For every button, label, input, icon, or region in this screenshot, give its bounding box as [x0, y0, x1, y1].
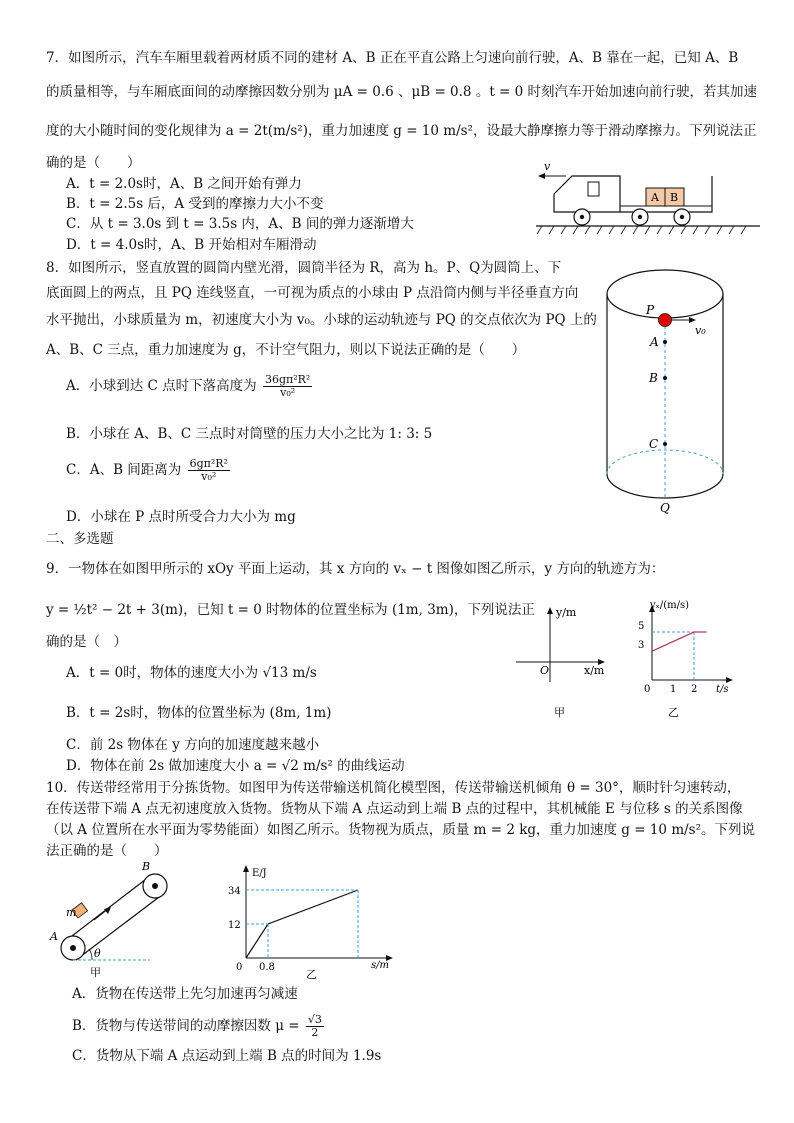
q9-yi-caption: 乙 [668, 706, 679, 719]
q8-option-c-text: C．A、B 间距离为 [66, 462, 182, 479]
q8-line4: A、B、C 三点，重力加速度为 g，不计空气阻力，则以下说法正确的是（ ） [46, 342, 526, 358]
q9-fig-jia [512, 602, 612, 720]
q7-option-c: C．从 t = 3.0s 到 t = 3.5s 内，A、B 间的弹力逐渐增大 [66, 216, 414, 232]
q7-truck-figure [532, 158, 764, 236]
q10-option-c: C．货物从下端 A 点运动到上端 B 点的时间为 1.9s [72, 1048, 382, 1064]
q9-yi-x-label: t/s [716, 684, 729, 695]
q8-line2: 底面圆上的两点，且 PQ 连线竖直，一可视为质点的小球由 P 点沿筒内侧与半径垂直方向 [46, 285, 579, 301]
q10-point-b: B [142, 860, 151, 873]
q7-option-a: A．t = 2.0s时，A、B 之间开始有弹力 [66, 176, 302, 192]
q10-line4: 法正确的是（ ） [46, 843, 168, 859]
q10-option-b [72, 1014, 326, 1039]
q10-yi-tick-08: 0.8 [259, 962, 275, 973]
q7-option-b: B．t = 2.5s 后，A 受到的摩擦力大小不变 [66, 196, 324, 212]
q10-conveyor-figure [46, 858, 176, 980]
q10-line2: 在传送带下端 A 点无初速度放入货物。货物从下端 A 点运动到上端 B 点的过程中，其机械能 E 与位移 s 的关系图像 [46, 801, 743, 817]
q9-jia-caption: 甲 [554, 706, 565, 719]
q8-point-c: C [649, 437, 659, 451]
q10-yi-x-label: s/m [371, 960, 389, 971]
q10-jia-caption: 甲 [90, 966, 101, 979]
q7-box-a-label: A [651, 191, 659, 204]
q7-line3: 度的大小随时间的变化规律为 a = 2t(m/s²)，重力加速度 g = 10 m/s²，设最大静摩擦力等于滑动摩擦力。下列说法正 [46, 123, 757, 139]
q9-option-b: B．t = 2s时，物体的位置坐标为 (8m, 1m) [66, 705, 332, 721]
q10-yi-tick-34: 34 [228, 886, 241, 897]
q10-option-b-den: 2 [311, 1026, 319, 1040]
q8-option-c [66, 458, 232, 483]
q7-line2: 的质量相等，与车厢底面间的动摩擦因数分别为 μA = 0.6 、μB = 0.8 。t = 0 时刻汽车开始加速向前行驶，若其加速 [46, 84, 758, 100]
q9-yi-vx-line [652, 632, 707, 651]
q10-yi-y-label: E/J [252, 868, 267, 879]
q8-option-c-fraction [188, 458, 230, 483]
q8-option-b: B．小球在 A、B、C 三点时对筒壁的压力大小之比为 1: 3: 5 [66, 426, 433, 442]
q9-yi-tick-3: 3 [638, 640, 645, 651]
q9-line1: 9．一物体在如图甲所示的 xOy 平面上运动，其 x 方向的 vₓ − t 图像如图乙所示，y 方向的轨迹方为： [46, 561, 665, 577]
q10-line3: （以 A 位置所在水平面为零势能面）如图乙所示。货物视为质点，质量 m = 2 kg，重力加速度 g = 10 m/s²。下列说 [46, 822, 756, 838]
q10-es-chart [226, 862, 396, 980]
q9-jia-x-label: x/m [584, 664, 605, 677]
q10-line1: 10．传送带经常用于分拣货物。如图甲为传送带输送机简化模型图，传送带输送机倾角 θ = 30°，顺时针匀速转动， [46, 780, 741, 796]
q10-option-a: A．货物在传送带上先匀加速再匀减速 [72, 986, 298, 1002]
q10-point-a: A [50, 930, 58, 943]
q8-option-a [66, 374, 314, 399]
q8-v0-label: v₀ [695, 324, 706, 337]
q7-line1: 7．如图所示，汽车车厢里载着两材质不同的建材 A、B 正在平直公路上匀速向前行驶，A、B 靠在一起，已知 A、B [46, 50, 739, 66]
q8-ball [659, 314, 672, 327]
q10-option-b-text: B．货物与传送带间的动摩擦因数 μ = [72, 1018, 300, 1035]
q10-mass-label: m [66, 906, 77, 919]
q8-option-c-den: v₀² [201, 470, 217, 484]
q9-yi-tick-x0: 0 [644, 684, 651, 695]
q7-line4: 确的是（ ） [46, 155, 141, 171]
q10-theta-label: θ [94, 947, 101, 960]
q9-yi-y-label: vₓ/(m/s) [650, 600, 690, 611]
q8-line1: 8．如图所示，竖直放置的圆筒内壁光滑，圆筒半径为 R，高为 h。P、Q为圆筒上、下 [46, 260, 562, 276]
q8-option-c-num: 6gπ²R² [189, 457, 228, 470]
q9-yi-tick-x1: 1 [670, 684, 677, 695]
q7-option-d: D．t = 4.0s时，A、B 开始相对车厢滑动 [66, 237, 317, 253]
q9-jia-origin: O [540, 664, 550, 677]
q8-point-p: P [646, 303, 655, 317]
q8-option-d: D．小球在 P 点时所受合力大小为 mg [66, 509, 296, 525]
q8-option-a-den: v₀² [280, 386, 296, 400]
q7-v-label: v [544, 160, 551, 173]
q8-point-q: Q [660, 501, 670, 515]
q9-yi-tick-x2: 2 [691, 684, 698, 695]
q8-option-a-text: A．小球到达 C 点时下落高度为 [66, 378, 257, 395]
q8-cylinder-figure [598, 262, 738, 516]
q9-fig-yi-chart [628, 596, 740, 720]
q9-line3: 确的是（ ） [46, 634, 127, 650]
q9-yi-tick-5: 5 [638, 621, 645, 632]
q8-point-a: A [650, 335, 659, 349]
q9-option-a: A．t = 0时，物体的速度大小为 √13 m/s [66, 665, 317, 681]
q9-line2: y = ½t² − 2t + 3(m)，已知 t = 0 时物体的位置坐标为 (1m, 3m)，下列说法正 [46, 602, 535, 618]
q8-point-b: B [649, 371, 658, 385]
q8-line3: 水平抛出，小球质量为 m，初速度大小为 v₀。小球的运动轨迹与 PQ 的交点依次为 PQ 上的 [46, 312, 597, 328]
q8-option-a-fraction [263, 374, 312, 399]
q9-jia-y-label: y/m [556, 606, 577, 619]
q9-option-c: C．前 2s 物体在 y 方向的加速度越来越小 [66, 737, 320, 753]
section-multi-choice: 二、多选题 [46, 531, 114, 547]
q10-yi-caption: 乙 [306, 968, 317, 980]
q8-option-a-num: 36gπ²R² [264, 373, 311, 386]
q10-option-b-fraction [306, 1014, 324, 1039]
q9-option-d: D．物体在前 2s 做加速度大小 a = √2 m/s² 的曲线运动 [66, 758, 405, 774]
q10-yi-tick-12: 12 [228, 920, 241, 931]
q10-yi-tick-0: 0 [236, 962, 243, 973]
q10-option-b-num: √3 [307, 1013, 322, 1026]
q7-box-b-label: B [670, 191, 679, 204]
